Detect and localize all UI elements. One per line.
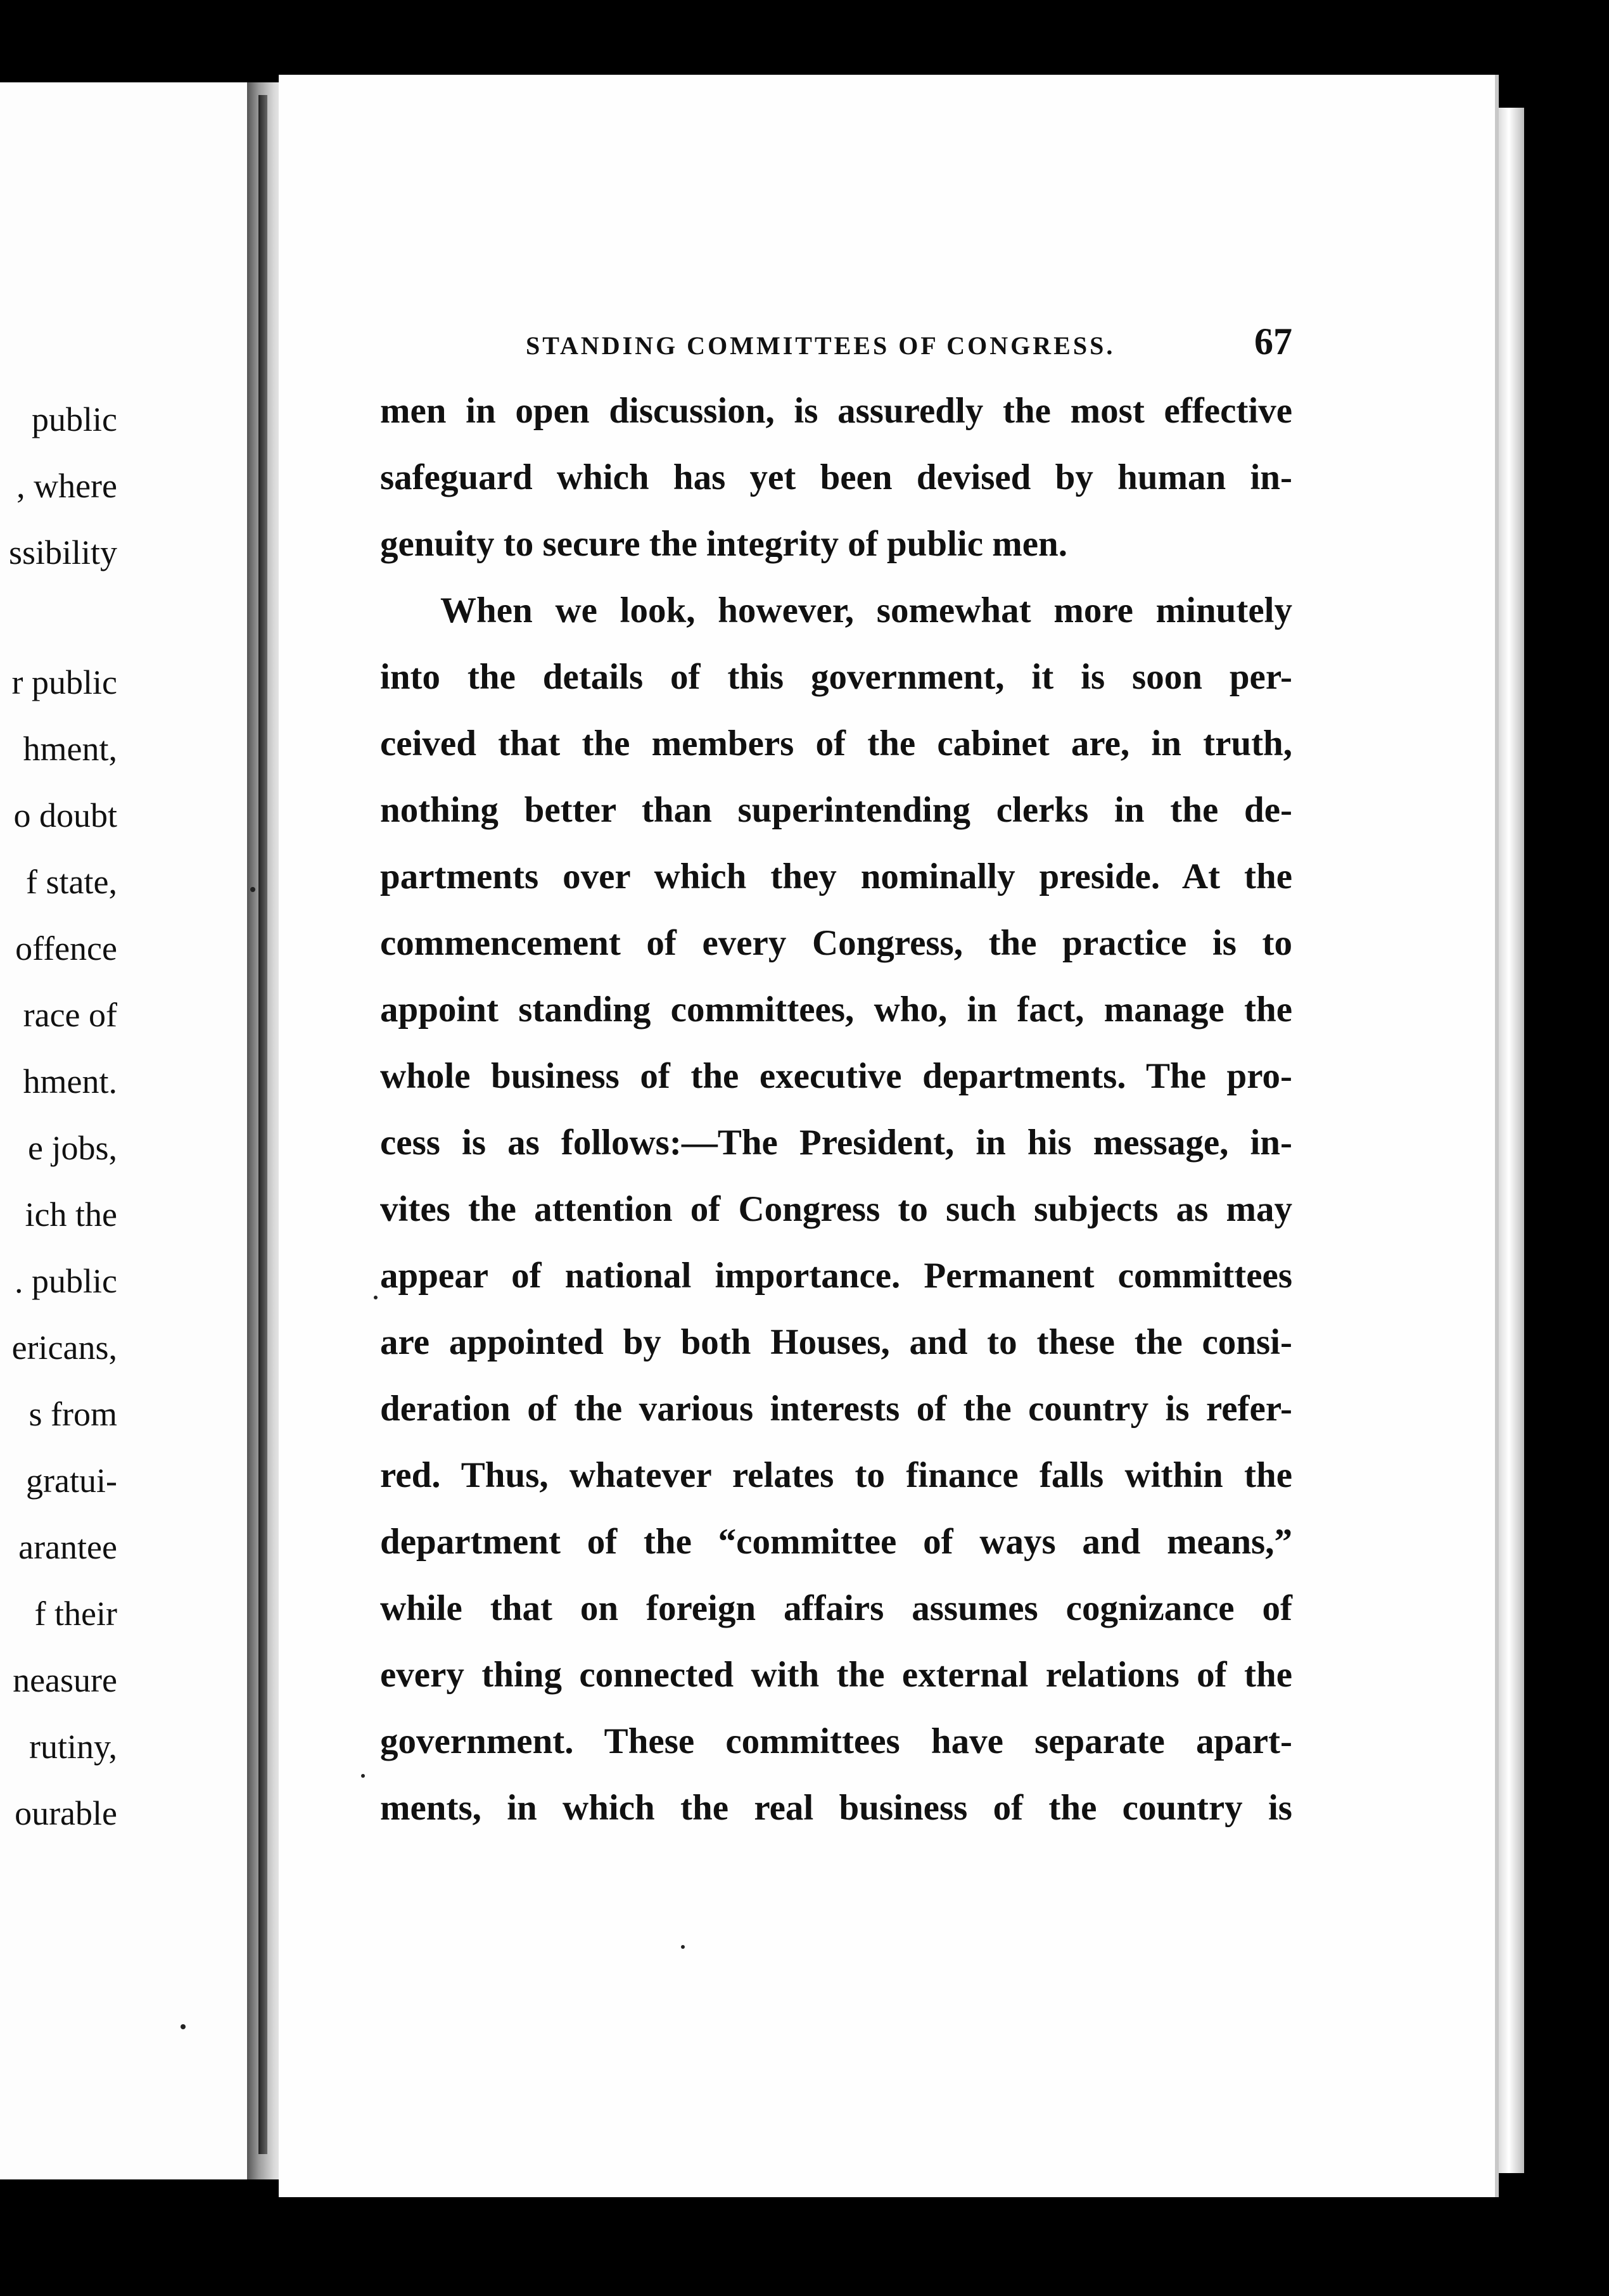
text-line: while that on foreign affairs assumes cognizance of xyxy=(380,1588,1292,1628)
dust-speck xyxy=(361,1774,365,1778)
dust-speck xyxy=(374,1296,378,1299)
text-line: department of the “committee of ways and means,” xyxy=(380,1522,1292,1562)
dust-speck xyxy=(181,2024,186,2029)
text-line: government. These committees have separate apart- xyxy=(380,1721,1292,1761)
left-line: ourable xyxy=(15,1794,117,1832)
left-line: ich the xyxy=(25,1196,117,1234)
running-title: STANDING COMMITTEES OF CONGRESS. xyxy=(526,331,1116,360)
left-line: public xyxy=(32,400,117,438)
left-line: , where xyxy=(16,467,117,505)
dust-speck xyxy=(681,1945,685,1949)
text-line: commencement of every Congress, the practice is to xyxy=(380,923,1292,963)
text-line: ments, in which the real business of the country is xyxy=(380,1788,1292,1828)
text-line: partments over which they nominally preside. At the xyxy=(380,857,1292,896)
left-line: offence xyxy=(15,929,117,967)
left-facing-page xyxy=(0,82,247,2179)
left-line: race of xyxy=(23,996,117,1034)
left-line: . public xyxy=(15,1262,117,1300)
left-line: o doubt xyxy=(13,796,117,834)
left-line: arantee xyxy=(18,1528,117,1566)
text-line: When we look, however, somewhat more minutely xyxy=(440,590,1292,630)
left-line: hment. xyxy=(23,1062,117,1100)
running-head xyxy=(526,320,1292,364)
text-line: deration of the various interests of the country is refer- xyxy=(380,1389,1292,1429)
left-line: hment, xyxy=(23,730,117,768)
text-line: into the details of this government, it is soon per- xyxy=(380,657,1292,697)
text-line: every thing connected with the external relations of the xyxy=(380,1655,1292,1695)
text-line: appoint standing committees, who, in fact, manage the xyxy=(380,990,1292,1030)
text-line: whole business of the executive departments. The pro- xyxy=(380,1056,1292,1096)
left-line: ericans, xyxy=(11,1329,117,1367)
left-line: s from xyxy=(29,1395,117,1433)
left-line: gratui- xyxy=(26,1462,117,1500)
text-line: safeguard which has yet been devised by human in- xyxy=(380,457,1292,497)
dust-speck xyxy=(250,887,255,892)
page-number: 67 xyxy=(1254,321,1292,362)
page-edge xyxy=(1499,108,1524,2173)
text-line: genuity to secure the integrity of public men. xyxy=(380,524,1068,564)
gutter-shadow xyxy=(258,95,267,2154)
text-line: men in open discussion, is assuredly the most effective xyxy=(380,391,1292,431)
text-line: appear of national importance. Permanent committees xyxy=(380,1256,1292,1296)
text-line: cess is as follows:—The President, in his message, in- xyxy=(380,1123,1292,1163)
left-line: f state, xyxy=(26,863,117,901)
left-line: f their xyxy=(34,1595,117,1633)
text-line: are appointed by both Houses, and to these the consi- xyxy=(380,1322,1292,1362)
left-line: rutiny, xyxy=(29,1728,117,1766)
left-line: e jobs, xyxy=(28,1129,117,1167)
left-line: r public xyxy=(11,663,117,701)
text-line: vites the attention of Congress to such subjects as may xyxy=(380,1189,1292,1229)
left-line: ssibility xyxy=(8,533,117,571)
text-line: nothing better than superintending clerks in the de- xyxy=(380,790,1292,830)
left-line: neasure xyxy=(13,1661,117,1699)
text-line: ceived that the members of the cabinet are, in truth, xyxy=(380,724,1292,763)
text-line: red. Thus, whatever relates to finance falls within the xyxy=(380,1455,1292,1495)
